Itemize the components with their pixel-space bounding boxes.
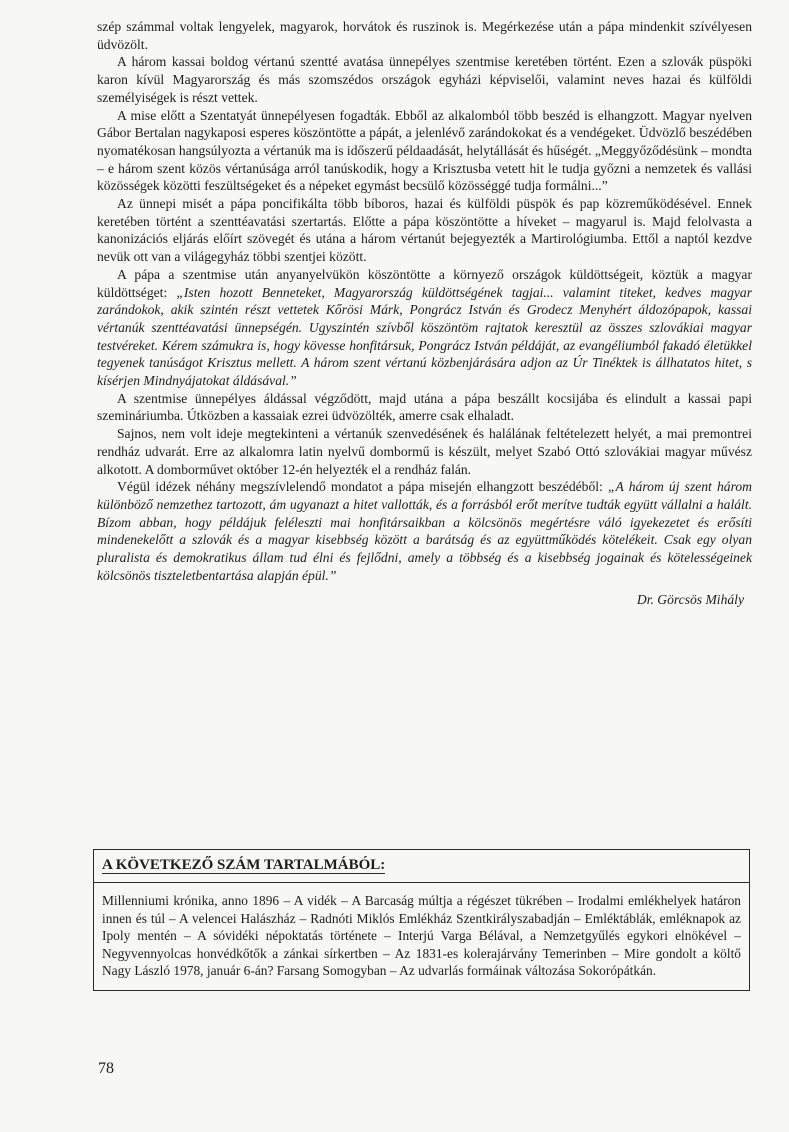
next-issue-box — [93, 849, 750, 991]
paragraph-5-quote: „Isten hozott Benneteket, Magyarország küldöttségének tagjai... valamint titeket, kedves magyar zarándokok, akik szintén részt vettetek Kőrösi Márk, Pongrácz István és Grodecz Menyhért áldozópapok, kassai vértanúk szenttéavatási ünnepségén. Ugyszintén szívből köszöntöm rajtatok keresztül az összes szlovákiai magyar testvéreket. Kérem számukra is, hogy kövesse honfitársuk, Pongrácz István példáját, az evangéliumból fakadó életükkel tegyenek tanúságot Krisztus mellett. A három szent vértanú közbenjárására adjon az Úr Tinéktek is állhatatos hitet, s kísérjen Mindnyájatokat áldásával.” — [97, 284, 752, 389]
next-issue-title — [94, 850, 749, 883]
paragraph-7: Sajnos, nem volt ideje megtekinteni a vértanúk szenvedésének és halálának feltételezett helyét, a mai premontrei rendház udvarát. Erre az alkalomra latin nyelvű dombormű is készült, melyet Szabó Ottó szlovákiai magyar művész alkotott. A domborművet október 12-én helyezték el a rendház falán. — [97, 426, 752, 477]
paragraph-5 — [97, 266, 752, 390]
paragraph-8 — [97, 478, 752, 584]
paragraph-8-quote: „A három új szent három különböző nemzethez tartozott, ám ugyanazt a hitet vallották, és a forrásból erőt merítve tudták együtt vállalni a halált. Bízom abban, hogy példájuk feléleszti mai honfitársaikban a kölcsönös megértésre váló igyekezetet és erősíti mindenekelőtt a szlovák és a magyar kisebbség között a barátság és az együttműködés kötelékeit. Csak egy olyan pluralista és demokratikus állam tud élni és fejlődni, amely a többség és a kisebbség jogainak és kötelességeinek kölcsönös tiszteletbentartása alapján épül.” — [97, 479, 752, 583]
paragraph-4: Az ünnepi misét a pápa poncifikálta több bíboros, hazai és külföldi püspök és pap közreműködésével. Ennek keretében történt a szenttéavatási szertartás. Előtte a pápa köszöntötte a híveket – magyarul is. Majd felolvasta a kanonizációs eljárás előírt szövegét és utána a három vértanút bejegyezték a Martirológiumba. Ettől a naptól kezdve nevük ott van a világegyház többi szentjei között. — [97, 196, 752, 265]
paragraph-8-text: Végül idézek néhány megszívlelendő mondatot a pápa misején elhangzott beszédéből: — [117, 479, 608, 495]
paragraph-6: A szentmise ünnepélyes áldással végződött, majd utána a pápa beszállt kocsijába és elindult a kassai papi szemináriumba. Útközben a kassaiak ezrei üdvözölték, amerre csak elhaladt. — [97, 390, 752, 424]
next-issue-contents: Millenniumi krónika, anno 1896 – A vidék – A Barcaság múltja a régészet tükrében – Irodalmi emlékhelyek határon innen és túl – A velencei Halászház – Radnóti Miklós Emlékház Szentkirályszabadján – Emléktáblák, emléknapok az Ipoly mentén – A sóvidéki népoktatás története – Interjú Varga Bélával, a Nemzetgyűlés egykori elnökével – Negyvennyolcas honvédkőtők a zánkai sírkertben – Az 1831-es kolerajárvány Temerinben – Mire gondolt a költő Nagy László 1978, január 6-án? Farsang Somogyban – Az udvarlás formáinak változása Sokorópátkán. — [102, 893, 741, 979]
paragraph-1: szép számmal voltak lengyelek, magyarok, horvátok és ruszinok is. Megérkezése után a pápa mindenkit szívélyesen üdvözölt. — [97, 19, 752, 52]
article-column — [97, 18, 752, 608]
paragraph-5-text: A pápa a szentmise után anyanyelvükön köszöntötte a környező országok küldöttségeit, köztük a magyar küldöttséget: — [97, 266, 752, 300]
next-issue-title-text: A KÖVETKEZŐ SZÁM TARTALMÁBÓL: — [102, 857, 386, 873]
paragraph-2: A három kassai boldog vértanú szentté avatása ünnepélyes szentmise keretében történt. Ezen a szlovák püspöki karon kívül Magyarország és más szomszédos országok egyházi képviselői, valamint neves hazai és külföldi személyiségek is részt vettek. — [97, 54, 752, 105]
paragraph-3: A mise előtt a Szentatyát ünnepélyesen fogadták. Ebből az alkalomból több beszéd is elhangzott. Magyar nyelven Gábor Bertalan nagykaposi esperes köszöntötte a pápát, a jelenlévő zarándokokat és a vendégeket. Üdvözlő beszédében nyomatékosan hangsúlyozta a vértanúk ma is időszerű példaadását, helytállását és hűségét. „Meggyőződésünk – mondta – e három szent közös vértanúsága arról tanúskodik, hogy a Krisztusba vetett hit le tudja győzni a nemzetek és vallási közösségek közötti feszültségeket és a népeket egymást becsülő közösséggé tudja formálni...” — [97, 107, 752, 194]
author-signature: Dr. Görcsös Mihály — [636, 591, 744, 607]
page-number: 78 — [98, 1060, 114, 1077]
